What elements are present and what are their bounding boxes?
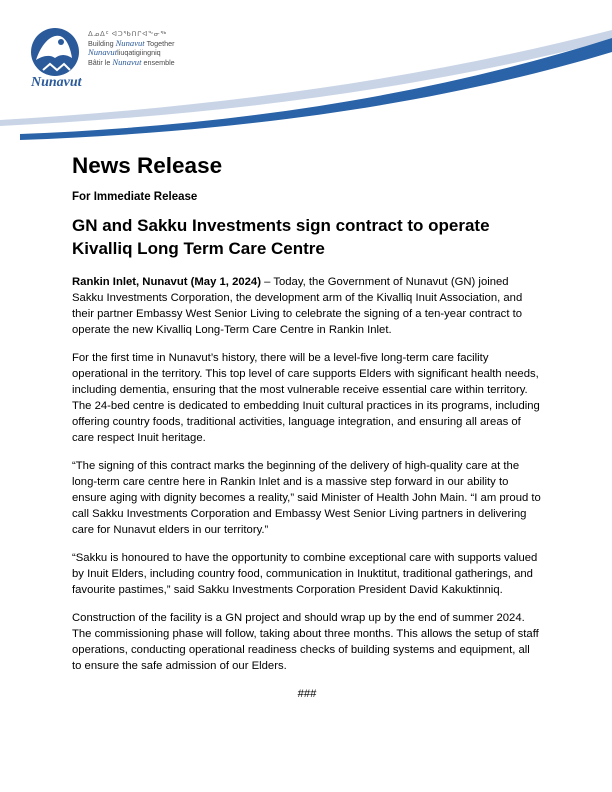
headline: GN and Sakku Investments sign contract to operate Kivalliq Long Term Care Centre: [72, 216, 490, 258]
paragraph-3: “The signing of this contract marks the beginning of the delivery of high-quality care at the long-term care centre here in Rankin Inlet and is a massive step forward in our ability to ensure aging with dignity becomes a reality,” said Minister of Health John Main. “I am proud to call Sakku Investments Corporation and Embassy West Senior Living partners in delivering care for Nunavut elders in our territory.”: [72, 460, 541, 536]
tagline-inuinnaqtun: Nunavutliuqatigiingniq: [88, 47, 161, 58]
nunavut-wordmark: Nunavut: [31, 75, 82, 90]
paragraph-2: For the first time in Nunavut’s history, there will be a level-five long-term care facility operational in the territory. This top level of care supports Elders with significant health needs, including dementia, ensuring that the most vulnerable receive essential care within territory. The 24-bed centre is dedicated to embedding Inuit cultural practices in its programs, including offering country foods, traditional activities, language integration, and ensuring all areas of care respect Inuit heritage.: [72, 352, 540, 444]
logo-taglines: [88, 29, 228, 67]
tagline-french: Bâtir le Nunavut ensemble: [88, 56, 175, 67]
tagline-syllabics: ᐃᓄᐃᑦ ᐊᑐᖃᑎᒋᐊᖕᓂᖅ: [88, 29, 167, 38]
letterhead-graphic: [0, 0, 612, 140]
letterhead: [0, 0, 612, 140]
nunavut-crest-icon: [31, 28, 79, 76]
paragraph-1: [72, 274, 542, 338]
paragraph-1-text: – Today, the Government of Nunavut (GN) joined Sakku Investments Corporation, the development arm of the Kivalliq Inuit Association, and their partner Embassy West Senior Living to celebrate the signing of a ten-year contract to operate the new Kivalliq Long-Term Care Centre in Rankin Inlet.: [72, 276, 523, 336]
page-title: News Release: [72, 153, 223, 178]
tagline-english: Building Nunavut Together: [88, 37, 175, 48]
dateline: Rankin Inlet, Nunavut (May 1, 2024): [72, 276, 261, 288]
release-type: For Immediate Release: [72, 191, 198, 203]
paragraph-5: Construction of the facility is a GN project and should wrap up by the end of summer 2024. The commissioning phase will follow, taking about three months. This allows the setup of staff operations, conducting operational readiness checks of building systems and equipment, all to ensure the safe admission of our Elders.: [72, 612, 539, 672]
document-body: [72, 152, 542, 702]
end-mark: ###: [297, 688, 317, 700]
paragraph-4: “Sakku is honoured to have the opportunity to combine exceptional care with supports valued by Inuit Elders, including country food, communication in Inuktitut, traditional gatherings, and favourite pastimes,” said Sakku Investments Corporation President David Kakuktinniq.: [72, 552, 538, 596]
